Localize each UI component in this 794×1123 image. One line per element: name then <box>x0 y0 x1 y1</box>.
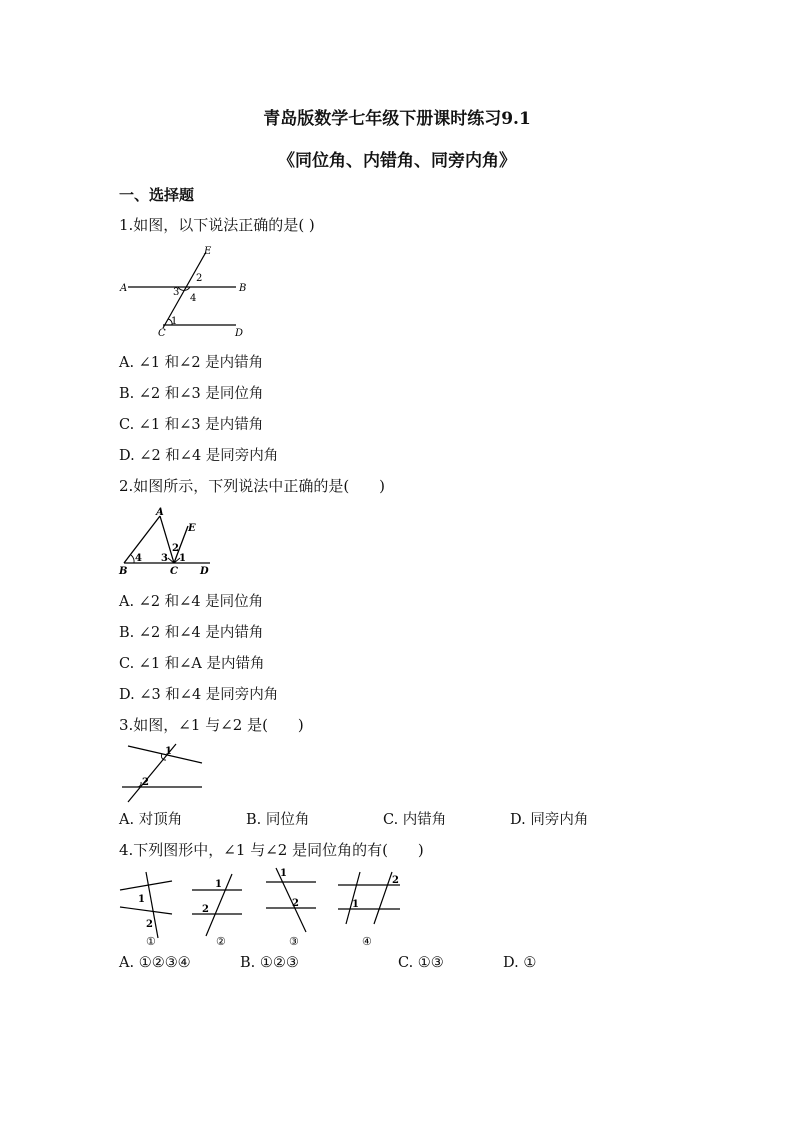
angle-3: 3 <box>161 553 168 564</box>
svg-text:2: 2 <box>202 904 209 915</box>
label-e: E <box>188 523 196 534</box>
q2-option-a: A. ∠2 和∠4 是同位角 <box>119 594 264 610</box>
q4-option-b: B. ①②③ <box>240 955 299 971</box>
svg-text:1: 1 <box>352 899 359 910</box>
angle-4: 4 <box>135 553 142 564</box>
label-d: D <box>200 566 209 577</box>
q1-option-a: A. ∠1 和∠2 是内错角 <box>119 355 264 371</box>
figure-2 <box>192 874 242 948</box>
figure-2-label: ② <box>216 935 226 948</box>
svg-text:1: 1 <box>280 868 287 879</box>
question-3-stem: 3.如图，∠1 与∠2 是( ) <box>119 716 304 734</box>
svg-text:1: 1 <box>215 879 222 890</box>
svg-text:2: 2 <box>292 898 299 909</box>
svg-text:2: 2 <box>392 875 399 886</box>
line-ab <box>124 516 160 563</box>
svg-text:1: 1 <box>138 894 145 905</box>
q4-option-a: A. ①②③④ <box>119 955 191 971</box>
figure-3-label: ③ <box>289 935 299 948</box>
figure-1-label: ① <box>146 935 156 948</box>
q2-option-d: D. ∠3 和∠4 是同旁内角 <box>119 687 279 703</box>
q3-option-a: A. 对顶角 <box>119 812 183 828</box>
question-1-stem: 1.如图，以下说法正确的是( ) <box>119 216 315 234</box>
page-subtitle: 《同位角、内错角、同旁内角》 <box>278 151 516 171</box>
angle-4: 4 <box>190 293 197 304</box>
angle-1: 1 <box>165 746 172 757</box>
q4-option-d: D. ① <box>503 955 537 971</box>
question-3-figure <box>118 742 208 804</box>
angle-1: 1 <box>171 316 178 327</box>
figure-4-label: ④ <box>362 935 372 948</box>
page-title: 青岛版数学七年级下册课时练习9.1 <box>263 109 531 129</box>
question-4-figures <box>116 864 406 950</box>
q2-option-c: C. ∠1 和∠A 是内错角 <box>119 656 265 672</box>
label-c: C <box>170 566 178 577</box>
question-2-stem: 2.如图所示，下列说法中正确的是( ) <box>119 477 386 495</box>
angle-2: 2 <box>172 543 179 554</box>
angle-2: 2 <box>196 273 203 284</box>
angle-2: 2 <box>142 777 149 788</box>
q2-option-b: B. ∠2 和∠4 是内错角 <box>119 625 264 641</box>
question-2-figure <box>118 506 218 578</box>
label-e: E <box>204 246 212 257</box>
section-heading: 一、选择题 <box>119 186 195 204</box>
label-c: C <box>158 328 166 339</box>
label-a: A <box>156 507 164 518</box>
question-1-figure <box>118 244 258 344</box>
q3-option-b: B. 同位角 <box>246 812 310 828</box>
angle-1: 1 <box>179 553 186 564</box>
question-4-stem: 4.下列图形中，∠1 与∠2 是同位角的有( ) <box>119 841 424 859</box>
q1-option-d: D. ∠2 和∠4 是同旁内角 <box>119 448 279 464</box>
figure-1 <box>120 872 172 948</box>
q3-option-c: C. 内错角 <box>383 812 447 828</box>
figure-4 <box>338 872 400 948</box>
label-b: B <box>119 566 128 577</box>
figure-3 <box>266 868 316 948</box>
q3-option-d: D. 同旁内角 <box>510 812 589 828</box>
label-d: D <box>235 328 244 339</box>
q4-option-c: C. ①③ <box>398 955 444 971</box>
label-a: A <box>120 283 128 294</box>
label-b: B <box>239 283 247 294</box>
q1-option-b: B. ∠2 和∠3 是同位角 <box>119 386 264 402</box>
angle-3: 3 <box>173 287 180 298</box>
svg-text:2: 2 <box>146 919 153 930</box>
q1-option-c: C. ∠1 和∠3 是内错角 <box>119 417 264 433</box>
